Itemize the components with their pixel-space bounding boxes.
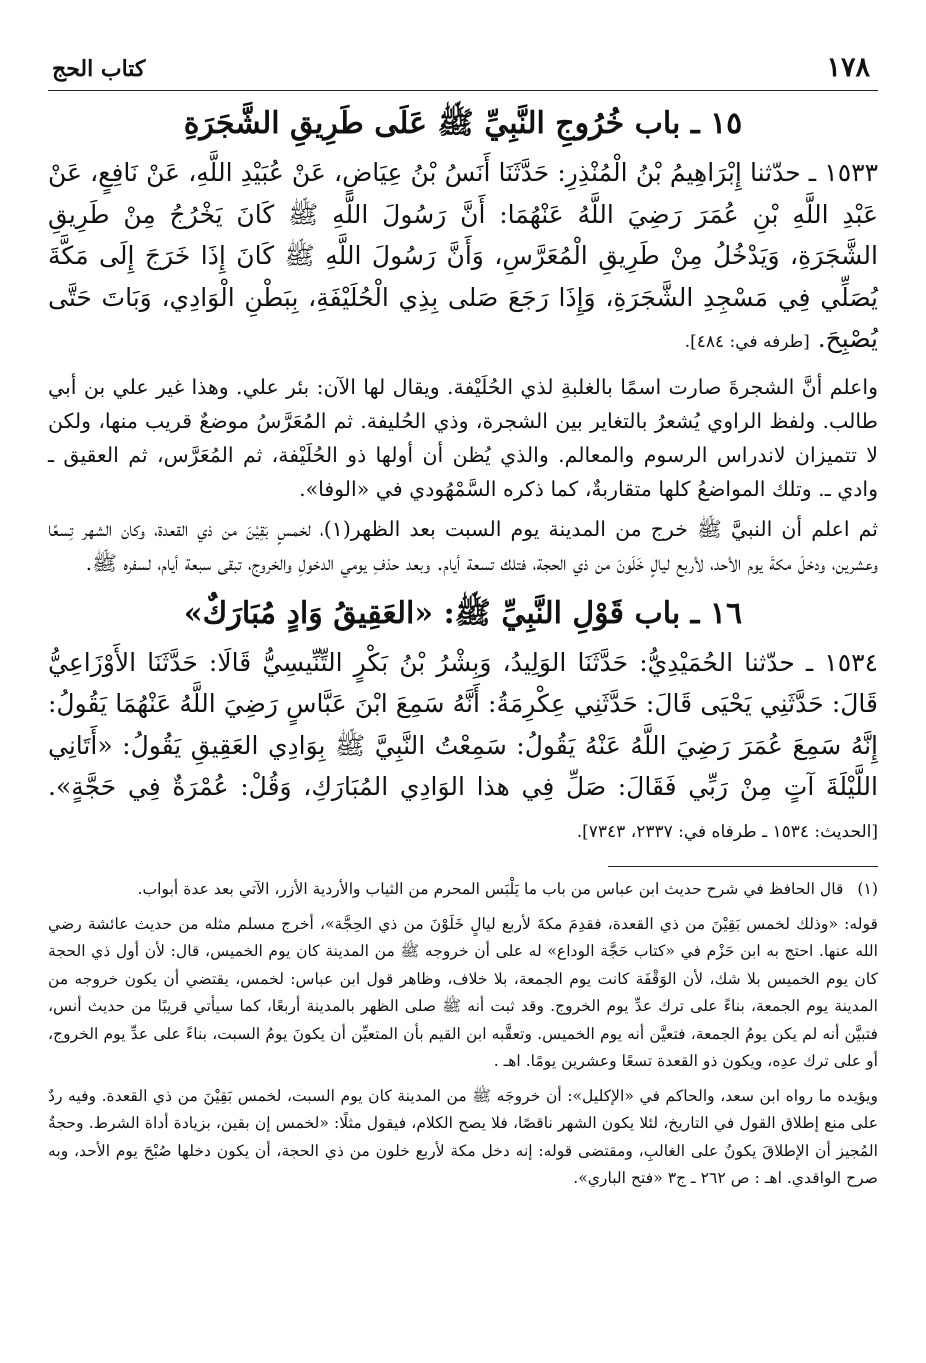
chapter-15-heading: ١٥ ـ باب خُرُوجِ النَّبِيِّ ﷺ عَلَى طَرِيقِ الشَّجَرَةِ	[183, 106, 743, 141]
page-number: ١٧٨	[826, 52, 870, 83]
main-text	[48, 96, 878, 853]
footnote-paragraph-2: ويؤيده ما رواه ابن سعد، والحاكم في «الإكليل»: أن خروجَه ﷺ من المدينة كان يوم السبت، لخمس بَقِيْنَ من ذي القعدة. وفيه ردٌ على منع إطلاق القول في التاريخ، لئلا يكون الشهر ناقصًا، فلا يصح الكلام، فيقول مثلًا: «لخمس إن بقين، بزيادة أداة الشرط. وحجةُ المُجيز أن الإطلاقَ يكونُ على الغالبِ، ومقتضى قوله: إنه دخل مكة لأربع خلون من ذي الحجة، أن يكون دخلها صُبْحَ يوم الأحد، وبه صرح الواقدي. اهـ : ص ٢٦٢ ـ ج٣ «فتح الباري».	[48, 1086, 878, 1187]
footnote-paragraph-1: قوله: «وذلك لخمس بَقِيْنَ من ذي القعدة، فقدِمَ مكةَ لأربع ليالٍ خَلَوْنَ من ذي الحِجَّة»، أخرج مسلم مثله من حديث عائشة رضي الله عنها. احتج به ابن حَزْم في «كتاب حَجَّة الوداع» له على أن خروجه ﷺ من المدينة كان يوم الخميس، قال: لأن أول ذي الحجة كان يوم الخميس بلا شك، لأن الوَقْفَة كانت يوم الجمعة، بلا خلاف، وظاهر قول ابن عباس: لخمس، يقتضي أن يكون خروجه من المدينة يوم الجمعة، بناءً على ترك عدِّ يوم الخروج. وقد ثبت أنه ﷺ صلى الظهر بالمدينة أربعًا، كما سيأتي قريبًا من حديث أنس، فتبيَّن أنه لم يكن يومُ الجمعة، فتعيَّن أنه يوم الخميس. وتعقَّبه ابن القيم بأن المتعيِّن أن يكونَ يومُ السبت، بناءً على عدِّ يوم الخروج، أو على ترك عدِه، ويكون ذو القعدة تسعًا وعشرين يومًا. اهـ .	[48, 914, 878, 1070]
hadith-1533	[48, 152, 878, 364]
footnote-marker: (١)	[857, 880, 878, 898]
commentary-paragraph-2: ثم اعلم أن النبيَّ ﷺ خرج من المدينة يوم السبت بعد الظهر(١)، لخمسٍ بَقِيْنَ من ذي القعدة، وكان الشهر تِسعًا وعشرين، ودخلَ مكةَ يوم الأحد، لأربع ليالٍ خَلَونَ من ذي الحجة، فتلك تسعة أيام. وبعد حذفِ يومي الدخولِ والخروج، تبقى سبعة أيام، لسفره ﷺ.	[48, 516, 878, 575]
footnote-1-intro	[138, 876, 844, 904]
hadith-1534-reference: [الحديث: ١٥٣٤ ـ طرفاه في: ٢٣٣٧، ٧٣٤٣].	[576, 821, 878, 842]
chapter-16-heading: ١٦ ـ باب قَوْلِ النَّبِيِّ ﷺ: «العَقِيقُ وَادٍ مُبَارَكٌ»	[183, 595, 743, 631]
footnote-1-line-cont: أبواب.	[137, 880, 179, 898]
book-title: كتاب الحج	[52, 56, 146, 82]
footnote-1	[48, 876, 878, 904]
footnotes	[48, 876, 878, 1193]
hadith-1534-text: ١٥٣٤ ـ حدّثنا الحُمَيْدِيُّ: حَدَّثَنَا الوَلِيدُ، وَبِشْرُ بْنُ بَكْرٍ التِّنِّيسِيُّ قَالَا: حَدَّثَنَا الأَوْزَاعِيُّ قَالَ: حَدَّثَنِي يَحْيَى قَالَ: حَدَّثَنِي عِكْرِمَةُ: أَنَّهُ سَمِعَ ابْنَ عَبَّاسٍ رَضِيَ اللَّهُ عَنْهُمَا يَقُولُ: إِنَّهُ سَمِعَ عُمَرَ رَضِيَ اللَّهُ عَنْهُ يَقُولُ: سَمِعْتُ النَّبِيَّ ﷺ بِوَادِي العَقِيقِ يَقُولُ: «أَتَانِي اللَّيْلَةَ آتٍ مِنْ رَبِّي فَقَالَ: صَلِّ فِي هذا الوَادِي المُبَارَكِ، وَقُلْ: عُمْرَةٌ فِي حَجَّةٍ».	[48, 647, 878, 801]
hadith-1534	[48, 642, 878, 854]
commentary-paragraph-1: واعلم أنَّ الشجرةَ صارت اسمًا بالغلبةِ لذي الحُلَيْفة. ويقال لها الآن: بئر علي. وهذا غير علي بن أبي طالب. ولفظ الراوي يُشعرُ بالتغاير بين الشجرة، وذي الحُليفة. ثم المُعَرَّسُ موضعٌ قريب منها، ولكن لا تتميزان لاندراس الرسوم والمعالم. والذي يُظن أن أولها ذو الحُلَيْفة، ثم المُعَرَّس، ثم العقيق ـ وادي ـ. وتلك المواضعُ كلها متقاربةٌ، كما ذكره السَّمْهُودي في «الوفا».	[48, 374, 878, 501]
hadith-1533-reference: [طرفه في: ٤٨٤].	[684, 332, 810, 352]
footnote-1-line: قال الحافظ في شرح حديث ابن عباس من باب ما يَلْبَس المحرم من الثياب والأردية الأزر، الآتي بعد عدة	[183, 880, 844, 898]
hadith-1533-text: ١٥٣٣ ـ حدّثنا إِبْرَاهِيمُ بْنُ الْمُنْذِرِ: حَدَّثَنَا أَنَسُ بْنُ عِيَاضٍ، عَنْ عُبَيْدِ اللَّهِ، عَنْ نَافِعٍ، عَنْ عَبْدِ اللَّهِ بْنِ عُمَرَ رَضِيَ اللَّهُ عَنْهُمَا: أَنَّ رَسُولَ اللَّهِ ﷺ كَانَ يَخْرُجُ مِنْ طَرِيقِ الشَّجَرَةِ، وَيَدْخُلُ مِنْ طَرِيقِ الْمُعَرَّسِ، وَأَنَّ رَسُولَ اللَّهِ ﷺ كَانَ إِذَا خَرَجَ إِلَى مَكَّةَ يُصَلِّي فِي مَسْجِدِ الشَّجَرَةِ، وَإِذَا رَجَعَ صَلى بِذِي الْحُلَيْفَةِ، بِبَطْنِ الْوَادِي، وَبَاتَ حَتَّى يُصْبِحَ.	[48, 158, 878, 353]
running-header	[48, 44, 878, 91]
footnote-divider	[608, 866, 878, 867]
